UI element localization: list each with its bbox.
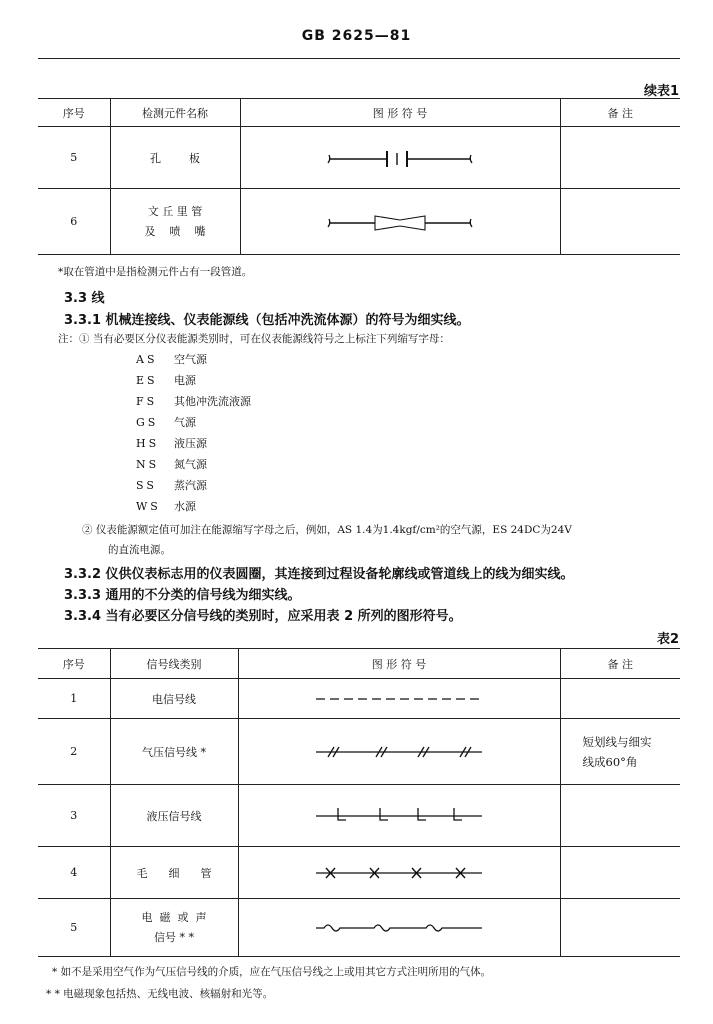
table2-footnote-2: * * 电磁现象包括热、无线电波、核辐射和光等。 [46, 988, 274, 1000]
table2-col-name: 信号线类别 [110, 649, 238, 679]
section-3-3-3: 3.3.3 通用的不分类的信号线为细实线。 [64, 588, 301, 603]
abbr-item [136, 351, 207, 367]
venturi-symbol [325, 207, 475, 237]
abbr-code: FS [136, 395, 158, 408]
abbr-meaning: 蒸汽源 [174, 479, 207, 492]
element-name [110, 189, 240, 255]
row-number: 2 [38, 719, 110, 785]
abbr-code: WS [136, 500, 161, 513]
abbr-item [136, 414, 196, 430]
abbr-meaning: 液压源 [174, 437, 207, 450]
signal-type: 毛 细 管 [110, 847, 238, 899]
remark-cell [560, 847, 680, 899]
table1-col-remark: 备 注 [560, 99, 680, 127]
abbr-item [136, 393, 251, 409]
note-2-line2: 的直流电源。 [108, 544, 171, 556]
note-2-line1: ② 仪表能源额定值可加注在能源缩写字母之后，例如，AS 1.4为1.4kgf/cm²的空气源，ES 24DC为24V [82, 524, 572, 536]
table-row [38, 847, 680, 899]
section-3-3: 3.3 线 [64, 291, 105, 306]
row-number: 6 [38, 189, 110, 255]
element-name: 孔 板 [110, 127, 240, 189]
table1-col-no: 序号 [38, 99, 110, 127]
table2-header-row [38, 649, 680, 679]
hydraulic-signal-symbol [314, 804, 484, 828]
table2-footnote-1: * 如不是采用空气作为气压信号线的介质，应在气压信号线之上或用其它方式注明所用的气体。 [52, 966, 492, 978]
table-row [38, 127, 680, 189]
page-header: GB 2625—81 [301, 28, 412, 44]
table1-footnote: *取在管道中是指检测元件占有一段管道。 [58, 266, 253, 278]
note-1: 注：① 当有必要区分仪表能源类别时，可在仪表能源线符号之上标注下列缩写字母： [58, 333, 450, 345]
section-3-3-2: 3.3.2 仪供仪表标志用的仪表圆圈，其连接到过程设备轮廓线或管道线上的线为细实线。 [64, 567, 574, 582]
signal-type [110, 899, 238, 957]
abbr-item [136, 372, 196, 388]
signal-type: 电信号线 [110, 679, 238, 719]
remark-cell [560, 785, 680, 847]
signal-type: 液压信号线 [110, 785, 238, 847]
table1-caption: 续表1 [643, 84, 679, 99]
row-number: 1 [38, 679, 110, 719]
abbr-code: SS [136, 479, 157, 492]
abbr-item [136, 477, 207, 493]
signal-type-line: 信号 * * [154, 930, 194, 944]
table-row [38, 785, 680, 847]
abbr-meaning: 水源 [174, 500, 196, 513]
remark-cell [560, 127, 680, 189]
abbr-code: ES [136, 374, 158, 387]
table2 [38, 648, 680, 957]
section-3-3-1: 3.3.1 机械连接线、仪表能源线（包括冲洗流体源）的符号为细实线。 [64, 313, 470, 328]
pneumatic-signal-symbol [314, 742, 484, 762]
abbr-item [136, 498, 196, 514]
abbr-code: NS [136, 458, 160, 471]
header-rule [38, 58, 680, 59]
table1-header-row [38, 99, 680, 127]
abbr-item [136, 456, 207, 472]
table-row [38, 719, 680, 785]
electromagnetic-signal-symbol [314, 918, 484, 938]
symbol-cell [238, 679, 560, 719]
symbol-cell [240, 189, 560, 255]
table2-col-symbol: 图 形 符 号 [238, 649, 560, 679]
symbol-cell [238, 847, 560, 899]
row-number: 5 [38, 899, 110, 957]
signal-type-line: 电 磁 或 声 [141, 910, 207, 924]
abbr-meaning: 其他冲洗流液源 [174, 395, 251, 408]
table-row [38, 679, 680, 719]
abbr-code: AS [136, 353, 158, 366]
abbr-meaning: 氮气源 [174, 458, 207, 471]
table2-col-no: 序号 [38, 649, 110, 679]
capillary-symbol [314, 863, 484, 883]
abbr-code: HS [136, 437, 160, 450]
table1-col-symbol: 图 形 符 号 [240, 99, 560, 127]
remark-line: 短划线与细实 [582, 734, 652, 749]
remark-cell [560, 719, 680, 785]
table2-col-remark: 备 注 [560, 649, 680, 679]
electric-signal-symbol [314, 689, 484, 709]
orifice-plate-symbol [325, 143, 475, 173]
abbr-meaning: 电源 [174, 374, 196, 387]
table-row [38, 899, 680, 957]
abbr-code: GS [136, 416, 159, 429]
table2-caption: 表2 [656, 632, 679, 647]
table1 [38, 98, 680, 255]
abbr-meaning: 空气源 [174, 353, 207, 366]
row-number: 3 [38, 785, 110, 847]
remark-cell [560, 899, 680, 957]
remark-line: 线成60°角 [582, 754, 638, 769]
element-name-line: 文 丘 里 管 [147, 204, 203, 218]
row-number: 4 [38, 847, 110, 899]
symbol-cell [240, 127, 560, 189]
table-row [38, 189, 680, 255]
remark-cell [560, 679, 680, 719]
symbol-cell [238, 899, 560, 957]
remark-cell [560, 189, 680, 255]
section-3-3-4: 3.3.4 当有必要区分信号线的类别时，应采用表 2 所列的图形符号。 [64, 609, 462, 624]
element-name-line: 及 喷 嘴 [144, 224, 206, 238]
abbr-item [136, 435, 207, 451]
symbol-cell [238, 719, 560, 785]
abbr-meaning: 气源 [174, 416, 196, 429]
row-number: 5 [38, 127, 110, 189]
symbol-cell [238, 785, 560, 847]
table1-col-name: 检测元件名称 [110, 99, 240, 127]
signal-type: 气压信号线 * [110, 719, 238, 785]
